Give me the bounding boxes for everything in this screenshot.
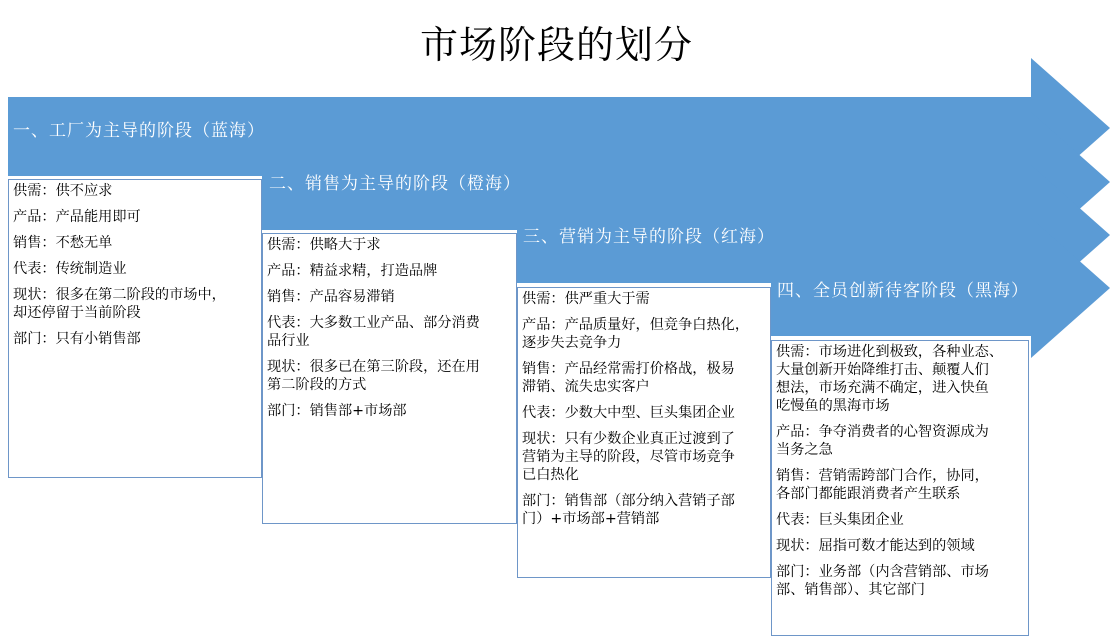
stage-2-supply: 供需：供略大于求 <box>267 237 381 253</box>
stage-3-product: 产品：产品质量好，但竞争白热化， 逐步失去竞争力 <box>522 317 750 351</box>
stage-1-details <box>8 179 262 478</box>
stage-1-status: 现状：很多在第二阶段的市场中， 却还停留于当前阶段 <box>13 287 226 321</box>
stage-3-sales: 销售：产品经常需打价格战，极易 滞销、流失忠实客户 <box>522 361 735 395</box>
stage-1-representative: 代表：传统制造业 <box>13 261 127 277</box>
stage-3-label: 三、营销为主导的阶段（红海） <box>523 227 775 247</box>
stage-1-department: 部门：只有小销售部 <box>13 331 141 347</box>
stage-2-status: 现状：很多已在第三阶段，还在用 第二阶段的方式 <box>267 359 480 393</box>
stage-4-supply: 供需：市场进化到极致，各种业态、 大量创新开始降维打击、颠覆人们 想法，市场充满不确定，进入快鱼 吃慢鱼的黑海市场 <box>776 344 1004 414</box>
stage-4-sales: 销售：营销需跨部门合作，协同， 各部门都能跟消费者产生联系 <box>776 468 989 502</box>
stage-4-department: 部门：业务部（内含营销部、市场 部、销售部）、其它部门 <box>776 564 989 598</box>
stage-4-details <box>771 340 1029 636</box>
stage-2-product: 产品：精益求精，打造品牌 <box>267 263 438 279</box>
stage-2-department: 部门：销售部+市场部 <box>267 403 407 419</box>
stage-4-product: 产品：争夺消费者的心智资源成为 当务之急 <box>776 424 989 458</box>
stage-3-representative: 代表：少数大中型、巨头集团企业 <box>522 405 735 421</box>
stage-4-representative: 代表：巨头集团企业 <box>776 512 904 528</box>
stage-4-label: 四、全员创新待客阶段（黑海） <box>777 281 1029 301</box>
stage-2-label: 二、销售为主导的阶段（橙海） <box>269 174 521 194</box>
stage-2-details <box>262 233 517 524</box>
stage-1-product: 产品：产品能用即可 <box>13 209 141 225</box>
stage-4-status: 现状：屈指可数才能达到的领域 <box>776 538 975 554</box>
diagram-title: 市场阶段的划分 <box>419 23 693 67</box>
stage-1-sales: 销售：不愁无单 <box>13 235 113 251</box>
stage-3-department: 部门：销售部（部分纳入营销子部 门）+市场部+营销部 <box>522 493 735 527</box>
stage-3-status: 现状：只有少数企业真正过渡到了 营销为主导的阶段，尽管市场竞争 已白热化 <box>522 431 735 483</box>
stage-2-sales: 销售：产品容易滞销 <box>267 289 395 305</box>
stage-1-label: 一、工厂为主导的阶段（蓝海） <box>13 121 265 141</box>
stage-2-representative: 代表：大多数工业产品、部分消费 品行业 <box>267 315 480 349</box>
stage-1-supply: 供需：供不应求 <box>13 183 113 199</box>
stage-3-supply: 供需：供严重大于需 <box>522 291 650 307</box>
stage-3-details <box>517 287 771 578</box>
